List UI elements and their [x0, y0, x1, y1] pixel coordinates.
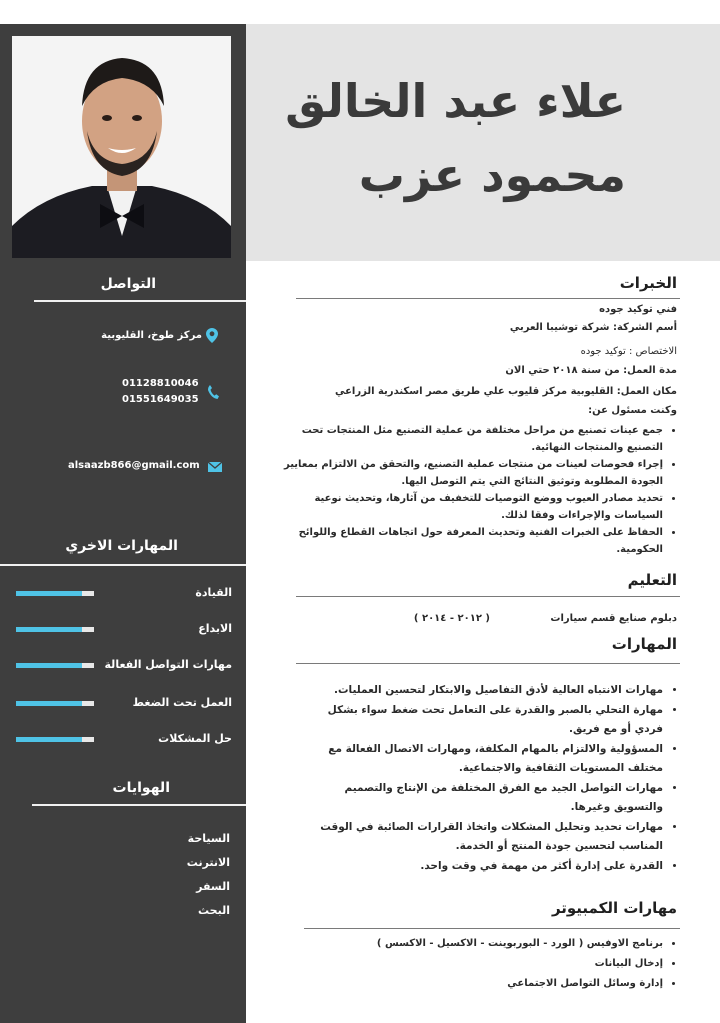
skill-level-bar	[16, 627, 94, 632]
skill-label: العمل تحت الضغط	[132, 696, 232, 709]
education-years: ( ٢٠١٢ - ٢٠١٤ )	[413, 613, 490, 624]
envelope-icon	[208, 461, 222, 476]
profile-photo	[12, 36, 231, 258]
hobby-item: السفر	[196, 880, 230, 893]
name-line-2: محمود عزب	[358, 148, 626, 202]
header-band	[246, 24, 720, 261]
skills-divider	[0, 564, 246, 566]
skill-item: • القدرة على إدارة أكثر من مهمة في وقت واحد.	[305, 857, 663, 877]
phone-1[interactable]: 01128810046	[122, 378, 199, 389]
hobbies-title: الهوايات	[112, 780, 170, 796]
computer-skill-item: • إدارة وسائل التواصل الاجتماعي	[305, 974, 663, 994]
duty-item: • إجراء فحوصات لعينات من منتجات عملية التصنيع، والتحقق من الالتزام بمعايير الجودة المطلوبة وتوثيق النتائج التي يتم التوصل اليها.	[277, 456, 663, 490]
responsibilities-intro: وكنت مسئول عن:	[588, 405, 677, 416]
job-specialty: الاختصاص : توكيد جوده	[580, 346, 677, 357]
education-degree: دبلوم صنايع قسم سيارات	[550, 613, 677, 624]
skill-level-bar	[16, 701, 94, 706]
person-avatar-icon	[12, 36, 231, 258]
hobbies-divider	[32, 804, 246, 806]
email-link[interactable]: alsaazb866@gmail.com	[68, 460, 200, 471]
skills-list-main	[305, 681, 677, 876]
contact-title: التواصل	[100, 276, 156, 292]
duty-item: • جمع عينات تصنيع من مراحل مختلفة من عملية التصنيع مثل المنتجات تحت التصنيع والمنتجات النهائية.	[277, 422, 663, 456]
job-location: مكان العمل: القليوبية مركز قليوب علي طريق مصر اسكندرية الزراعي	[334, 386, 677, 397]
skill-label: القيادة	[195, 586, 232, 599]
phone-icon	[207, 385, 219, 404]
phone-2[interactable]: 01551649035	[122, 394, 199, 405]
hobby-item: السياحة	[187, 832, 230, 845]
duties-list	[277, 422, 677, 558]
skill-level-fill	[16, 627, 82, 632]
computer-skills-divider	[304, 928, 680, 929]
duty-item: • الحفاظ على الخبرات الفنية وتحديث المعرفة حول اتجاهات القطاع واللوائح الحكومية.	[277, 524, 663, 558]
education-divider	[296, 596, 680, 597]
skills-divider-main	[296, 663, 680, 664]
skill-level-bar	[16, 663, 94, 668]
job-role: فني توكيد جوده	[599, 304, 677, 315]
skill-level-fill	[16, 663, 82, 668]
skill-level-fill	[16, 701, 82, 706]
name-line-1: علاء عبد الخالق	[285, 74, 626, 128]
contact-divider	[34, 300, 246, 302]
computer-skills-list	[305, 934, 677, 994]
skill-label: مهارات التواصل الفعالة	[104, 658, 232, 671]
address-text: مركز طوخ، القليوبية	[101, 330, 202, 341]
skill-level-fill	[16, 591, 82, 596]
other-skills-title: المهارات الاخري	[65, 538, 178, 554]
skill-label: حل المشكلات	[158, 732, 232, 745]
job-duration: مدة العمل: من سنة ٢٠١٨ حتي الان	[505, 365, 677, 376]
company-name: أسم الشركة: شركة توشيبا العربي	[509, 322, 677, 333]
hobby-item: الانترنت	[186, 856, 230, 869]
skill-level-fill	[16, 737, 82, 742]
computer-skills-title: مهارات الكمبيوتر	[551, 899, 677, 917]
skill-level-bar	[16, 737, 94, 742]
education-title: التعليم	[627, 571, 677, 589]
computer-skill-item: • إدخال البيانات	[305, 954, 663, 974]
experience-title: الخبرات	[619, 274, 677, 292]
skill-item: • مهارات تحديد وتحليل المشكلات واتخاذ القرارات الصائبة في الوقت المناسب لتحسين جودة المنتج أو الخدمة.	[305, 818, 663, 857]
skills-title: المهارات	[611, 635, 677, 653]
skill-item: • مهارة التحلي بالصبر والقدرة على التعامل تحت ضغط سواء بشكل فردي أو مع فريق.	[305, 701, 663, 740]
computer-skill-item: • برنامج الاوفيس ( الورد - البوربوينت - الاكسيل - الاكسس )	[305, 934, 663, 954]
map-pin-icon	[206, 328, 218, 347]
experience-divider	[296, 298, 680, 299]
hobby-item: البحث	[198, 904, 230, 917]
sidebar	[0, 24, 246, 1023]
skill-label: الابداع	[198, 622, 232, 635]
skill-level-bar	[16, 591, 94, 596]
skill-item: • مهارات الانتباه العالية لأدق التفاصيل والابتكار لتحسين العمليات.	[305, 681, 663, 701]
skill-item: • المسؤولية والالتزام بالمهام المكلفة، ومهارات الاتصال الفعالة مع مختلف المستويات الثقافية والاجتماعية.	[305, 740, 663, 779]
duty-item: • تحديد مصادر العيوب ووضع التوصيات للتخفيف من آثارها، وتحديث نوعية السياسات والإجراءات وفقا لذلك.	[277, 490, 663, 524]
skill-item: • مهارات التواصل الجيد مع الفرق المختلفة من الإنتاج والتصميم والتسويق وغيرها.	[305, 779, 663, 818]
